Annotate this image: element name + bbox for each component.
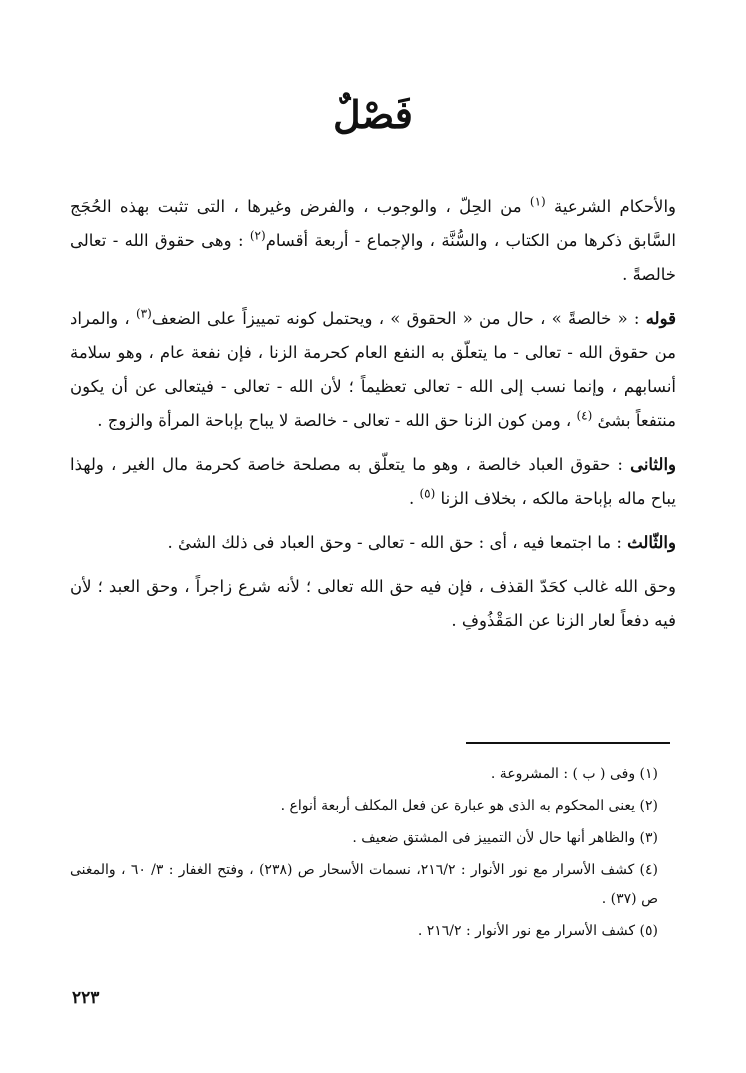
paragraph-5 <box>70 570 676 638</box>
paragraph-4 <box>70 526 676 560</box>
text-segment: : « خالصةً » ، حال من « الحقوق » ، ويحتمل كونه تمييزاً على الضعف <box>151 309 646 328</box>
paragraph-1 <box>70 190 676 292</box>
text-segment: ، والمراد من حقوق الله - تعالى - ما يتعلّق به النفع العام كحرمة الزنا ، فإن نفعة عام ، وهو سلامة أنسابهم ، وإنما نسب إلى الله - تعالى تعظيماً ؛ لأن الله - تعالى - فيتعالى عن أن يكون منتفعاً بشئ <box>70 309 676 430</box>
text-segment: . <box>408 489 420 508</box>
text-segment: وحق الله غالب كحَدّ القذف ، فإن فيه حق الله تعالى ؛ لأنه شرع زاجراً ، وحق العبد ؛ لأن فيه دفعاً لعار الزنا عن المَقْذُوفِ . <box>70 577 676 630</box>
footnote-ref-5: (٥) <box>419 486 436 501</box>
text-segment: : ما اجتمعا فيه ، أى : حق الله - تعالى - وحق العباد فى ذلك الشئ . <box>167 533 628 552</box>
footnote-divider <box>466 742 670 744</box>
text-segment: : وهى حقوق الله - تعالى خالصةً . <box>70 231 676 284</box>
paragraph-lead-word: قوله <box>645 309 676 328</box>
text-segment: والأحكام الشرعية <box>545 197 676 216</box>
footnote-4: (٤) كشف الأسرار مع نور الأنوار : ٢١٦/٢، نسمات الأسحار ص (٢٣٨) ، وفتح الغفار : ٣/ ٦٠ ، والمغنى ص (٣٧) . <box>70 862 659 907</box>
footnote-1: (١) وفى ( ب ) : المشروعة . <box>490 766 658 782</box>
paragraph-3 <box>70 448 676 516</box>
footnote-ref-3: (٣) <box>135 306 152 321</box>
footnote-3: (٣) والظاهر أنها حال لأن التمييز فى المشتق ضعيف . <box>352 830 658 846</box>
footnote-ref-4: (٤) <box>576 408 593 423</box>
footnote-ref-1: (١) <box>529 194 546 209</box>
chapter-title: فَصْلٌ <box>333 92 413 137</box>
footnote-ref-2: (٢) <box>249 228 266 243</box>
paragraph-lead-word: والثّالث <box>627 533 676 552</box>
text-segment: ، ومن كون الزنا حق الله - تعالى - خالصة لا يباح بإباحة المرأة والزوج . <box>97 411 577 430</box>
footnotes <box>70 760 676 949</box>
footnote-2: (٢) يعنى المحكوم به الذى هو عبارة عن فعل المكلف أربعة أنواع . <box>280 798 658 814</box>
footnote-5: (٥) كشف الأسرار مع نور الأنوار : ٢١٦/٢ . <box>417 923 658 939</box>
text-segment: من الحِلّ ، والوجوب ، والفرض وغيرها ، التى تثبت بهذه الحُجَج السَّابق ذكرها من الكتاب ، والسُّنَّة ، والإجماع - أربعة أقسام <box>70 197 676 250</box>
text-segment: : حقوق العباد خالصة ، وهو ما يتعلّق به مصلحة خاصة كحرمة مال الغير ، ولهذا يباح ماله بإباحة مالكه ، بخلاف الزنا <box>70 455 676 508</box>
paragraph-2 <box>70 302 676 438</box>
page-number: ٢٢٣ <box>72 988 100 1008</box>
main-text <box>70 190 676 648</box>
paragraph-lead-word: والثانى <box>630 455 676 474</box>
